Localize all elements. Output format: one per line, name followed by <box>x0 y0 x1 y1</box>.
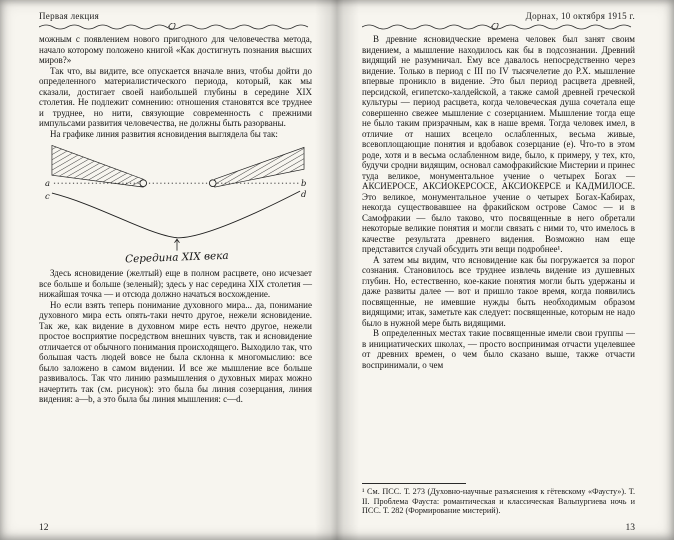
decorative-wavy-rule <box>362 23 635 31</box>
paragraph: А затем мы видим, что ясновидение как бы погружается за порог сознания. Становилось все труднее извлечь видение из душевных глубин. Но, естественно, кое-какие понятия могли быть удержаны и даже развиты далее — вот и пришло такое время, когда появились посвященные, не имевшие нужды быть необходимым образом видящими; итак, заметьте как следует: посвященные, которым не надо было в нужной мере быть видящими. <box>362 254 635 328</box>
running-head-left <box>39 11 312 31</box>
running-head-right-title: Дорнах, 10 октября 1915 г. <box>525 11 635 21</box>
paragraph: Так что, вы видите, все опускается вначале вниз, чтобы дойти до определенного материалистического периода, который, как мы сказали, достигает своей наибольшей глубины в середине XIX столетия. Не подлежит сомнению: отношения становятся все труднее и труднее, но нити, связующие современность с прежними импульсами развития человечества, не должны быть разорваны. <box>39 65 312 128</box>
diagram-hatch-right-region <box>214 147 303 187</box>
diagram-hatch-left-region <box>51 145 142 187</box>
diagram-node-circle <box>209 180 216 187</box>
footnote-text: ¹ См. ПСС. Т. 273 (Духовно-научные разъяснения к гётевскому «Фаусту»). Т. II. Проблема Фауста: романтическая и классическая Вальпургиева ночь и ПСС. Т. 282 (Формирование мистерий). <box>362 486 635 516</box>
page-number-right: 13 <box>625 523 635 533</box>
diagram-label-a: a <box>44 178 50 189</box>
page-right <box>337 0 674 540</box>
diagram-label-d: d <box>300 189 306 200</box>
footnote-block <box>362 483 635 516</box>
paragraph: Здесь ясновидение (желтый) еще в полном расцвете, оно исчезает все больше и больше (зеленый); здесь у нас середина XIX столетия — нижайшая точка — и отсюда должно начаться восхождение. <box>39 268 312 299</box>
clairvoyance-development-diagram <box>44 143 308 265</box>
paragraph: В определенных местах такие посвященные имели свои группы — в инициатических школах, — просто воспринимая отчасти уцелевшее от древних времен, о чем было сказано выше, также отчасти воспринимали, о чем <box>362 328 635 370</box>
diagram-node-circle <box>139 180 146 187</box>
body-text-left <box>39 34 312 405</box>
diagram-label-b: b <box>300 178 306 189</box>
running-head-left-title: Первая лекция <box>39 11 100 21</box>
page-number-left: 12 <box>39 523 49 533</box>
diagram-thinking-curve <box>51 191 299 238</box>
paragraph: На графике линия развития ясновидения выглядела бы так: <box>50 128 278 139</box>
page-right-content <box>337 0 674 540</box>
decorative-wavy-rule <box>39 23 312 31</box>
diagram-label-c: c <box>44 191 50 202</box>
diagram-canvas <box>44 143 308 265</box>
body-text-right <box>362 34 635 370</box>
paragraph: можным с появлением нового пригодного для человечества метода, начало которому положено книгой «Как достигнуть познания высших миров?» <box>39 34 312 65</box>
paragraph: В древние ясновидческие времена человек был занят своим видением, а мышление находилось как бы в подсознании. Древний видящий не разумничал. Ему все давалось непосредственно через видение. Только в период с III по IV тысячелетие до Р.Х. мышление впервые проникло в видение. Это был период расцвета древней, персидской, египетско-халдейской, а также самой древней греческой культуры — период расцвета, когда человеческая душа сочетала еще совершенно свежее мышление с созерцанием. Мышление тогда еще не было таким призрачным, как в наше время. Тогда человек имел, в отличие от наших всецело ослабленных, весьма живые, всевоплощающие понятия и вдобавок созерцание (е). Что-то в этом роде, хотя и в весьма ослабленном виде, было, к примеру, у тех, кто, будучи сродни видящим, основал самофракийские Мистерии и принес туда великое, монументальное учение о четырех Богах — АКСИЕРОСЕ, АКСИОКЕРСОСЕ, АКСИОКЕРСЕ и КАДМИЛОСЕ. Это великое, монументальное учение о четырех Богах-Кабирах, некогда существовавшее на фракийском острове Самос — и в Самофракии — было таково, что посвященные в него обретали некоторые великие понятия и могли связать с ними то, что имелось в качестве результата древнего видения. Возможно нам еще представится случай обсудить эти вещи подробнее¹. <box>362 34 635 254</box>
running-head-right <box>362 11 635 31</box>
diagram-caption: Середина XIX века <box>124 249 229 265</box>
footnote-divider <box>362 483 466 484</box>
paragraph: Но если взять теперь понимание духовного мира... да, понимание духовного мира есть опять-таки нечто другое, нежели ясновидение. Так же, как видение в духовном мире есть нечто другое, нежели простое восприятие посредством внешних чувств, так и ясновидение отличается от обычного понимания происходящего. Выходило так, что большая часть людей вовсе не была склонна к многомыслию: все было заложено в самом видении. И все же мышление все больше развивалось. Так что линию размышления о духовных мирах можно начертить так (см. рисунок): это была бы линия созерцания, линия видения: a—b, а это была бы линия мышления: c—d. <box>39 299 312 404</box>
